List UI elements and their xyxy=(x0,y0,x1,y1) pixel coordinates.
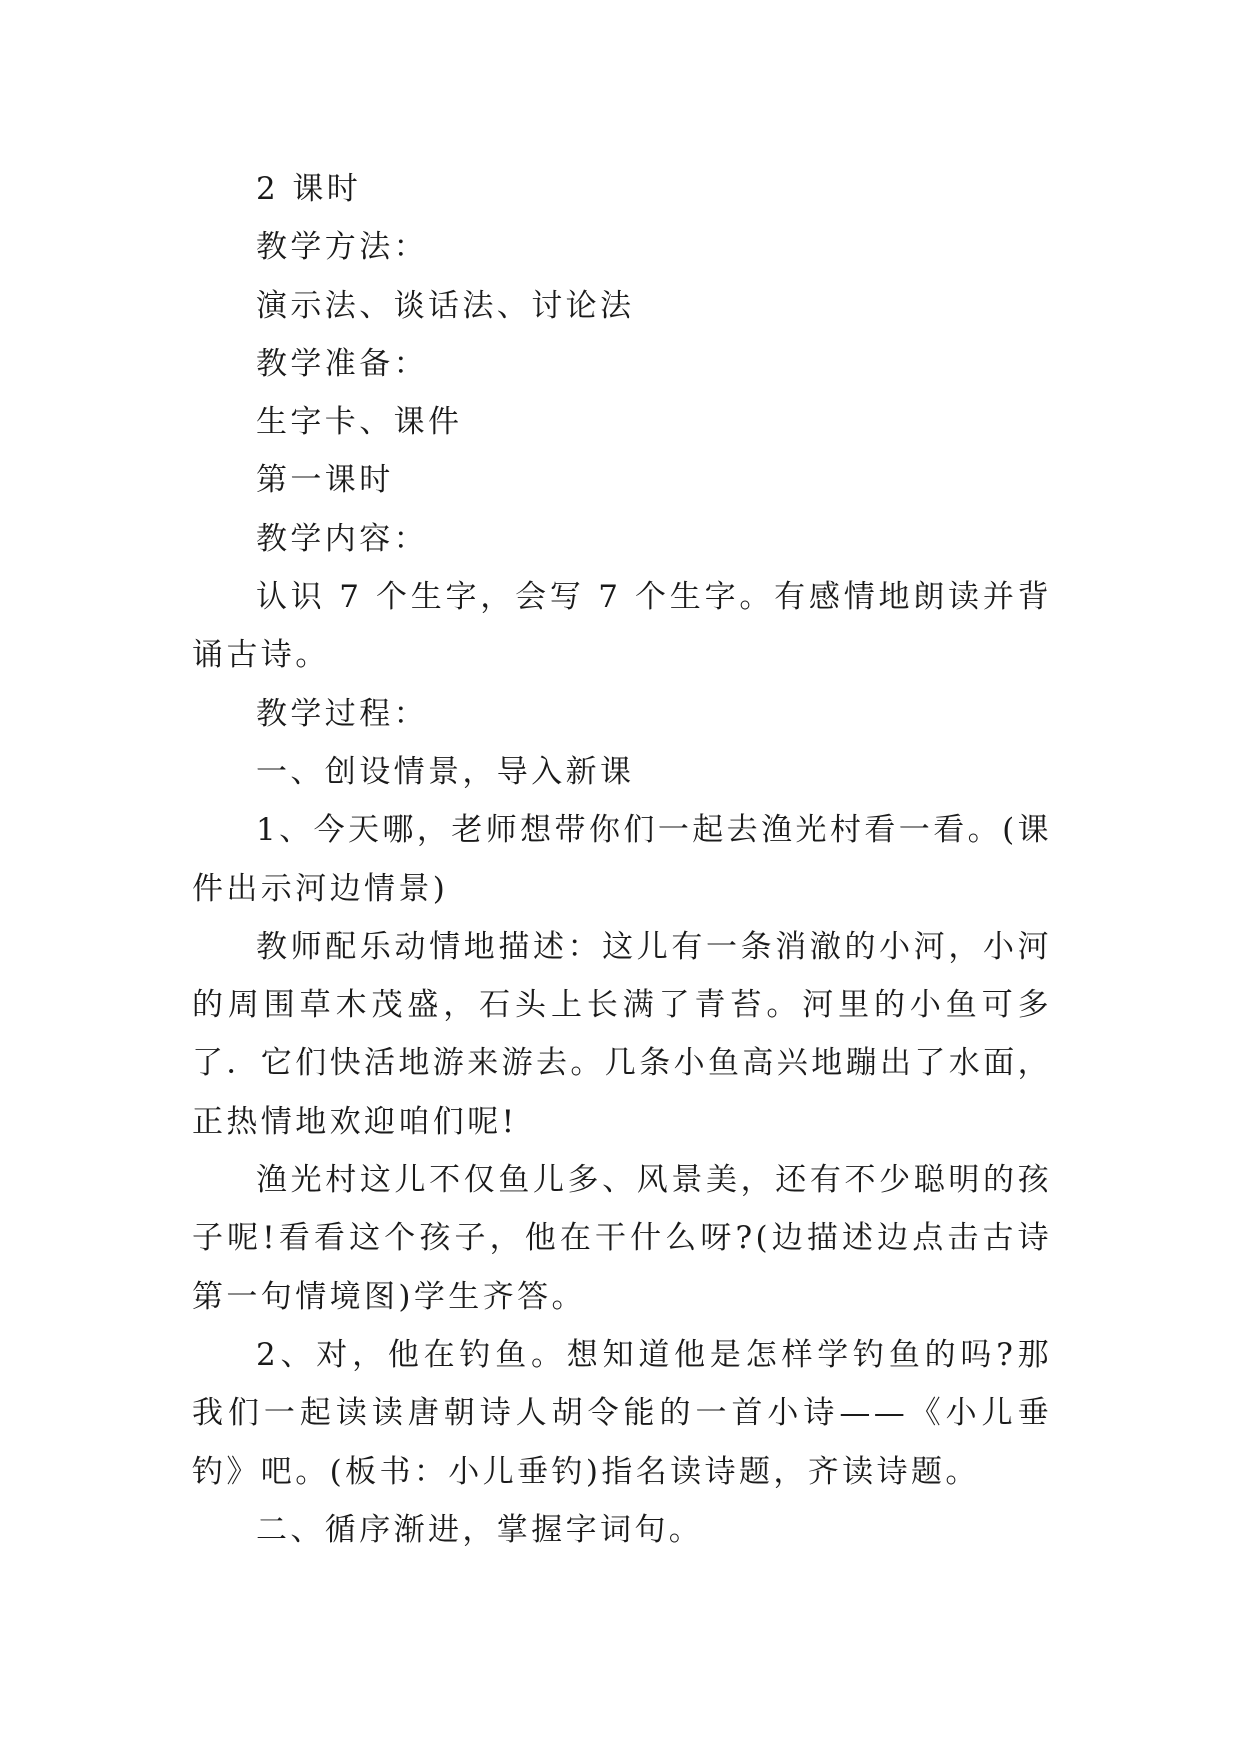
heading-teaching-process: 教学过程： xyxy=(256,695,428,732)
heading-teaching-content: 教学内容： xyxy=(256,520,428,557)
paragraph-village-children: 渔光村这儿不仅鱼儿多、风景美，还有不少聪明的孩子呢!看看这个孩子，他在干什么呀?(边描述边点击古诗第一句情境图)学生齐答。 xyxy=(192,1162,1052,1315)
heading-section-two: 二、循序渐进，掌握字词句。 xyxy=(256,1511,704,1548)
heading-section-one: 一、创设情景，导入新课 xyxy=(256,753,635,790)
heading-first-lesson: 第一课时 xyxy=(256,462,394,499)
paragraph-step-one: 1、今天哪，老师想带你们一起去渔光村看一看。(课件出示河边情景) xyxy=(192,812,1052,907)
paragraph-preparation-list: 生字卡、课件 xyxy=(256,404,463,441)
paragraph-content-detail: 认识 7 个生字，会写 7 个生字。有感情地朗读并背诵古诗。 xyxy=(192,579,1052,674)
heading-teaching-methods: 教学方法： xyxy=(256,229,428,266)
paragraph-step-two: 2、对，他在钓鱼。想知道他是怎样学钓鱼的吗?那我们一起读读唐朝诗人胡令能的一首小诗——《小儿垂钓》吧。(板书：小儿垂钓)指名读诗题，齐读诗题。 xyxy=(192,1336,1052,1490)
paragraph-teacher-description: 教师配乐动情地描述：这儿有一条消澈的小河，小河的周围草木茂盛，石头上长满了青苔。河里的小鱼可多了．它们快活地游来游去。几条小鱼高兴地蹦出了水面，正热情地欢迎咱们呢! xyxy=(192,928,1052,1140)
paragraph-methods-list: 演示法、谈话法、讨论法 xyxy=(256,287,635,324)
paragraph-class-hours: 2 课时 xyxy=(256,171,362,207)
document-body xyxy=(192,160,1052,1559)
heading-teaching-preparation: 教学准备： xyxy=(256,345,428,382)
